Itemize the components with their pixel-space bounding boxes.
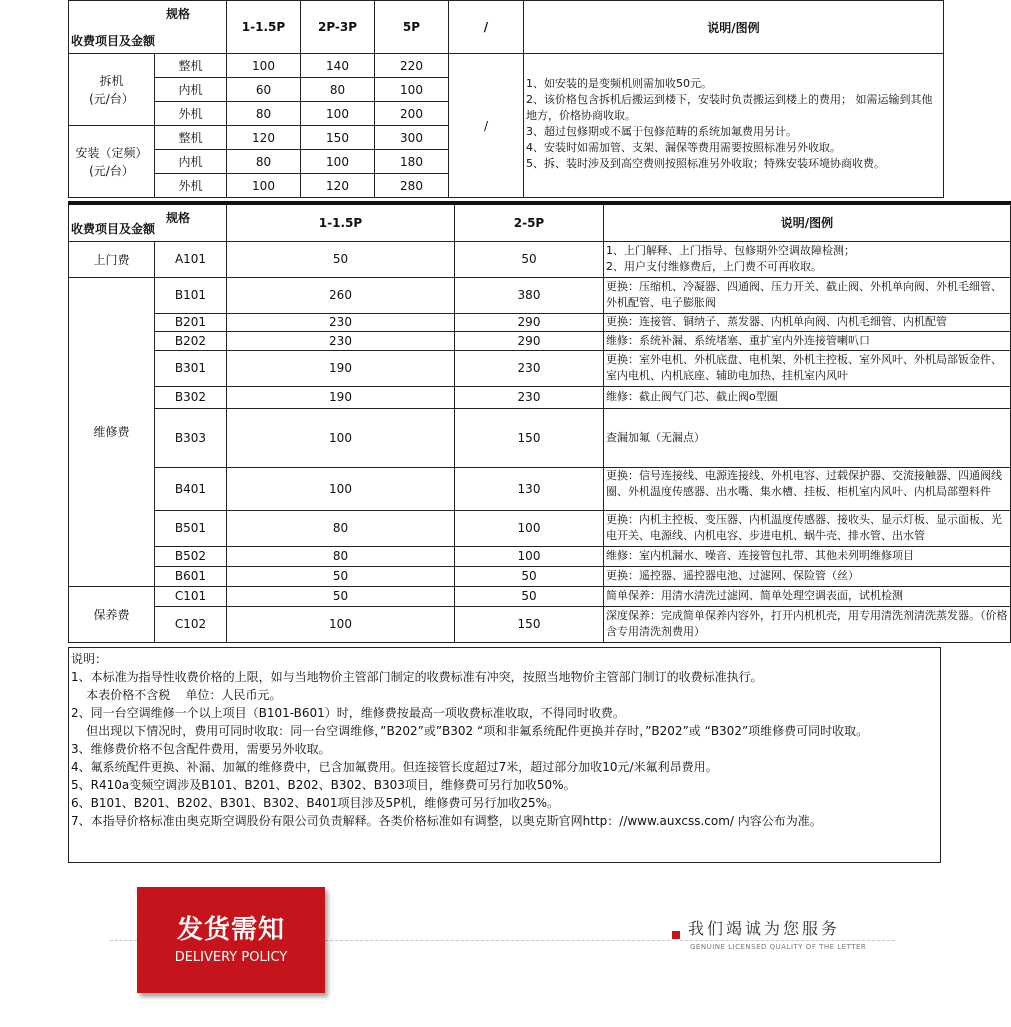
cell: B501 [155,510,227,546]
cell: 100 [301,102,375,126]
cell: 内机 [155,150,227,174]
repair-price-table [68,201,1011,643]
row-desc: 更换：压缩机、冷凝器、四通阀、压力开关、截止阀、外机单向阀、外机毛细管、外机配管、电子膨胀阀 [604,277,1011,313]
note-line: 说明： [71,652,108,666]
removal-install-price-table [68,0,944,198]
badge-subtitle: DELIVERY POLICY [174,950,288,965]
cell: 50 [455,566,604,586]
table1-notes: 1、如安装的是变频机则需加收50元。 2、该价格包含拆机后搬运到楼下，安装时负责搬运到楼上的费用； 如需运输到其他地方，价格协商收取。 3、超过包修期或不属于包修范畴的系统加氟费用另计。 4、安装时如需加管、支架、漏保等费用需要按照标准另外收取。 5、拆、装时涉及到高空费则按照标准另外收取；特殊安装环境协商收费。 [524,54,944,198]
install-category: 安装（定频） (元/台） [69,126,155,198]
cell: C102 [155,606,227,642]
cell: 100 [301,150,375,174]
row-desc: 维修：截止阀气门芯、截止阀o型圈 [604,386,1011,408]
row-desc: 维修：室内机漏水、噪音、连接管包扎带、其他未列明维修项目 [604,546,1011,566]
note-line: 2、同一台空调维修一个以上项目（B101-B601）时，维修费按最高一项收费标准收取，不得同时收费。 [71,706,625,720]
row-desc: 维修：系统补漏、系统堵塞、重扩室内外连接管喇叭口 [604,331,1011,350]
dashed-divider-mid [325,940,670,941]
delivery-policy-badge [137,887,325,993]
slash-cell: / [449,54,524,198]
cell: 80 [227,102,301,126]
cell: 100 [227,467,455,510]
cell: 150 [455,606,604,642]
note-line: 6、B101、B201、B202、B301、B302、B401项目涉及5P机，维修费可另行加收25%。 [71,796,559,810]
cell: B502 [155,546,227,566]
header-desc: 说明/图例 [524,1,944,54]
cell: 230 [227,331,455,350]
note-line: 4、氟系统配件更换、补漏、加氟的维修费中，已含加氟费用。但连接管长度超过7米，超过部分加收10元/米氟利昂费用。 [71,760,718,774]
cell: 80 [227,150,301,174]
cell: 230 [227,313,455,331]
cell: 100 [455,510,604,546]
cell: 100 [227,174,301,198]
cell: 280 [375,174,449,198]
row-desc: 查漏加氟（无漏点） [604,408,1011,467]
dashed-divider-right [680,940,895,941]
note-line: 但出现以下情况时，费用可同时收取：同一台空调维修，”B202”或”B302 “项和非氟系统配件更换并存时，”B202”或 “B302”项维修费可同时收取。 [71,724,869,738]
cell: B401 [155,467,227,510]
header-spec-label: 规格 [165,7,190,21]
cell: 230 [455,386,604,408]
cell: 260 [227,277,455,313]
cell: 60 [227,78,301,102]
cell: 100 [375,78,449,102]
cell: 230 [455,350,604,386]
cell: A101 [155,241,227,277]
cell: 整机 [155,54,227,78]
note-line: 5、R410a变频空调涉及B101、B201、B202、B302、B303项目，维修费可另行加收50%。 [71,778,576,792]
cell: 120 [227,126,301,150]
cell: B201 [155,313,227,331]
cell: B303 [155,408,227,467]
service-slogan: 我们竭诚为您服务 [688,919,841,938]
note-line: 1、本标准为指导性收费价格的上限，如与当地物价主管部门制定的收费标准有冲突，按照当地物价主管部门制订的收费标准执行。 [71,670,763,684]
cell: 外机 [155,102,227,126]
note-line: 本表价格不含税 单位：人民币元。 [71,688,282,702]
header-corner-cell [69,203,227,241]
cell: 50 [227,586,455,606]
row-desc: 更换：室外电机、外机底盘、电机架、外机主控板、室外风叶、外机局部钣金件、室内电机、内机底座、辅助电加热、挂机室内风叶 [604,350,1011,386]
cell: 290 [455,313,604,331]
visit-category: 上门费 [69,241,155,277]
dashed-divider-left [110,940,137,941]
remove-category: 拆机 (元/台） [69,54,155,126]
row-desc: 深度保养：完成简单保养内容外，打开内机机壳，用专用清洗剂清洗蒸发器。（价格含专用清洗剂费用） [604,606,1011,642]
cell: B301 [155,350,227,386]
cell: 120 [301,174,375,198]
badge-title: 发货需知 [176,915,285,945]
cell: 150 [455,408,604,467]
cell: 290 [455,331,604,350]
cell: 80 [301,78,375,102]
row-desc-text: 更换：信号连接线、电源连接线、外机电容、过载保护器、交流接触器、四通阀线圈、外机温度传感器、出水嘴、集水槽、挂板、柜机室内风叶、内机局部塑料件 [606,468,1002,498]
cell: 外机 [155,174,227,198]
cell: 220 [375,54,449,78]
cell: 130 [455,467,604,510]
header-col-4: / [449,1,524,54]
notes-box [68,647,941,863]
header-col-1: 1-1.5P [227,1,301,54]
header-item-label: 收费项目及金额 [71,221,156,236]
cell: 200 [375,102,449,126]
cell: 50 [455,586,604,606]
row-desc: 更换：内机主控板、变压器、内机温度传感器、接收头、显示灯板、显示面板、光电开关、电源线、内机电容、步进电机、蜗牛壳、排水管、出水管 [604,510,1011,546]
cell: 380 [455,277,604,313]
cell: 180 [375,150,449,174]
row-desc: 简单保养：用清水清洗过滤网、简单处理空调表面，试机检测 [604,586,1011,606]
header-col-2: 2-5P [455,203,604,241]
cell: B302 [155,386,227,408]
header-col-1: 1-1.5P [227,203,455,241]
cell: 内机 [155,78,227,102]
cell: 190 [227,350,455,386]
cell: 150 [301,126,375,150]
row-desc: 更换：遥控器、遥控器电池、过滤网、保险管（丝） [604,566,1011,586]
service-slogan-en: GENUINE LICENSED QUALITY OF THE LETTER [690,943,867,951]
header-spec-label: 规格 [165,211,190,225]
cell: 100 [227,606,455,642]
cell: 100 [455,546,604,566]
red-square-icon [672,931,680,939]
header-desc: 说明/图例 [604,203,1011,241]
cell: 50 [455,241,604,277]
cell: B101 [155,277,227,313]
header-corner-cell [69,1,227,54]
cell: 100 [227,408,455,467]
repair-category: 维修费 [69,277,155,586]
note-line: 3、维修费价格不包含配件费用，需要另外收取。 [71,742,331,756]
cell: 300 [375,126,449,150]
maint-category: 保养费 [69,586,155,642]
cell: 100 [227,54,301,78]
cell: B601 [155,566,227,586]
header-item-label: 收费项目及金额 [71,34,156,48]
cell: C101 [155,586,227,606]
cell: 80 [227,546,455,566]
cell: 50 [227,241,455,277]
row-desc: 1、上门解释、上门指导、包修期外空调故障检测； 2、用户支付维修费后，上门费不可再收取。 [604,241,1011,277]
cell: 50 [227,566,455,586]
header-col-3: 5P [375,1,449,54]
cell: 整机 [155,126,227,150]
cell: 190 [227,386,455,408]
cell: 140 [301,54,375,78]
cell: 80 [227,510,455,546]
cell: B202 [155,331,227,350]
row-desc [604,467,1011,510]
header-col-2: 2P-3P [301,1,375,54]
note-line: 7、本指导价格标准由奥克斯空调股份有限公司负责解释。各类价格标准如有调整，以奥克斯官网http：//www.auxcss.com/ 内容公布为准。 [71,814,822,828]
row-desc: 更换：连接管、铜纳子、蒸发器、内机单向阀、内机毛细管、内机配管 [604,313,1011,331]
